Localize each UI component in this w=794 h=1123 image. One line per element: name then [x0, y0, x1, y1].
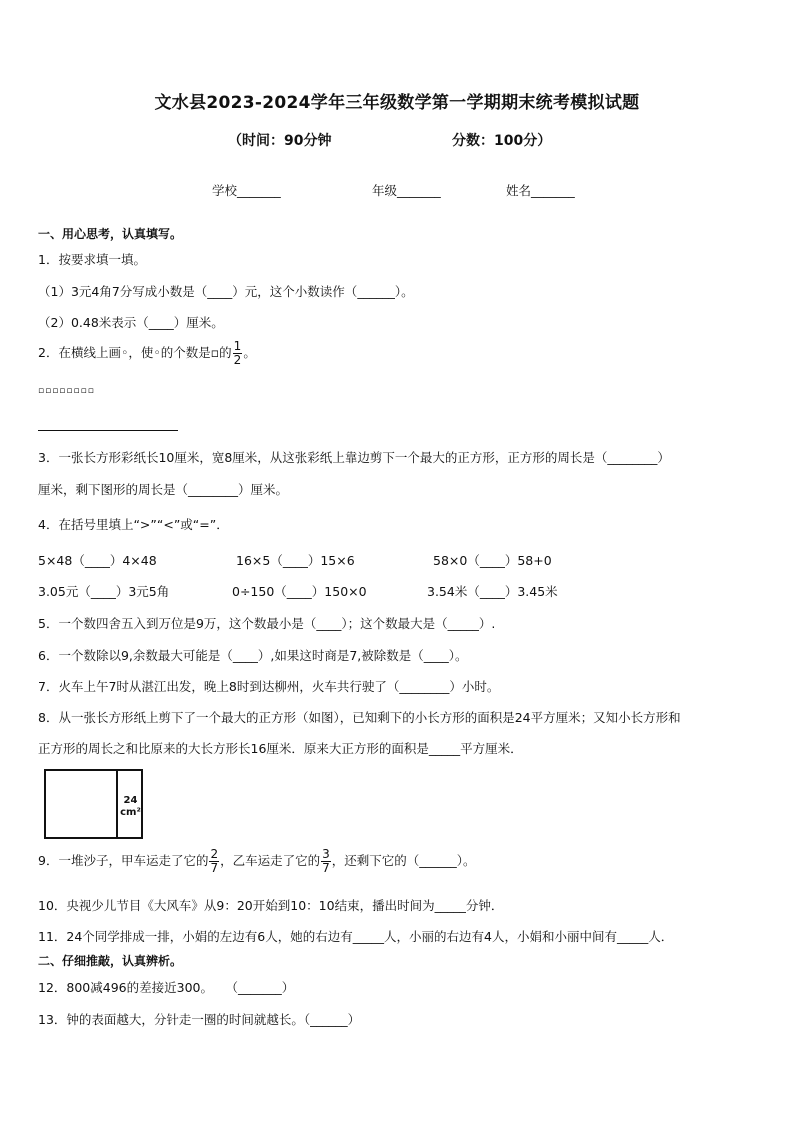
fraction-two-sevenths: [209, 848, 219, 875]
figure-area-label: [118, 795, 143, 819]
exam-time: （时间：90分钟: [228, 133, 332, 149]
question-1-part-2: （2）0.48米表示（____）厘米。: [38, 315, 224, 330]
fraction-denominator: 7: [322, 861, 330, 875]
q4-r1-c2: 16×5（____）15×6: [236, 553, 355, 568]
fraction-three-sevenths: [321, 848, 331, 875]
question-8-line-2: 正方形的周长之和比原来的大长方形长16厘米．原来大正方形的面积是_____平方厘米．: [38, 741, 523, 756]
question-5: 5．一个数四舍五入到万位是9万，这个数最小是（____）；这个数最大是（_____）.: [38, 616, 496, 631]
q4-r2-c2: 0÷150（____）150×0: [232, 584, 367, 599]
q4-r1-c1: 5×48（____）4×48: [38, 553, 157, 568]
question-1-part-1: （1）3元4角7分写成小数是（____）元，这个小数读作（______）。: [38, 284, 414, 299]
fraction-numerator: 2: [210, 847, 219, 861]
section-1-heading: 一、用心思考，认真填写。: [38, 227, 183, 241]
question-8-line-1: 8．从一张长方形纸上剪下了一个最大的正方形（如图），已知剩下的小长方形的面积是24平方厘米；又知小长方形和: [38, 710, 681, 725]
answer-line: [38, 430, 178, 431]
figure-area-unit: cm²: [120, 807, 141, 818]
question-2-boxes: ▫▫▫▫▫▫▫▫: [38, 386, 95, 396]
rectangle-figure: [44, 769, 143, 839]
fraction-one-half: [233, 340, 243, 367]
q4-r2-c1: 3.05元（____）3元5角: [38, 584, 170, 599]
question-13: 13．钟的表面越大，分针走一圈的时间就越长。（______）: [38, 1012, 361, 1027]
name-field: 姓名_______: [506, 183, 575, 198]
page-title: 文水县2023-2024学年三年级数学第一学期期末统考模拟试题: [154, 93, 640, 113]
question-6: 6．一个数除以9,余数最大可能是（____）,如果这时商是7,被除数是（____）。: [38, 648, 468, 663]
q4-r1-c3: 58×0（____）58+0: [433, 553, 552, 568]
fraction-denominator: 2: [233, 353, 242, 367]
exam-score: 分数：100分）: [452, 133, 552, 149]
question-11: 11．24个同学排成一排，小娟的左边有6人，她的右边有_____人，小丽的右边有4人，小娟和小丽中间有_____人．: [38, 929, 674, 944]
question-1: 1．按要求填一填。: [38, 252, 146, 267]
fraction-denominator: 7: [210, 861, 219, 875]
question-10: 10．央视少儿节目《大风车》从9：20开始到10：10结束，播出时间为_____分钟．: [38, 898, 504, 913]
question-9-text-b: ，乙车运走了它的: [220, 853, 321, 868]
question-2-end: 。: [243, 345, 256, 360]
question-4: 4．在括号里填上“>”“<”或“=”．: [38, 517, 229, 532]
question-2: [38, 340, 256, 367]
fraction-numerator: 3: [322, 847, 330, 861]
question-7: 7．火车上午7时从湛江出发，晚上8时到达柳州，火车共行驶了（________）小时。: [38, 679, 500, 694]
figure-area-value: 24: [123, 795, 138, 806]
question-9-text-c: ，还剩下它的（______）。: [331, 853, 476, 868]
section-2-heading: 二、仔细推敲，认真辨析。: [38, 954, 183, 968]
school-field: 学校_______: [212, 183, 281, 198]
q4-r2-c3: 3.54米（____）3.45米: [427, 584, 558, 599]
fraction-numerator: 1: [233, 339, 242, 353]
question-12: 12．800减496的差接近300。 （_______）: [38, 980, 295, 995]
question-3-line-1: 3．一张长方形彩纸长10厘米，宽8厘米，从这张彩纸上靠边剪下一个最大的正方形，正方形的周长是（________）: [38, 450, 670, 465]
question-9-text-a: 9．一堆沙子，甲车运走了它的: [38, 853, 209, 868]
question-3-line-2: 厘米，剩下图形的周长是（________）厘米。: [38, 482, 289, 497]
grade-field: 年级_______: [372, 183, 441, 198]
question-2-text: 2．在横线上画◦，使◦的个数是▫的: [38, 345, 232, 360]
question-9: [38, 848, 476, 875]
